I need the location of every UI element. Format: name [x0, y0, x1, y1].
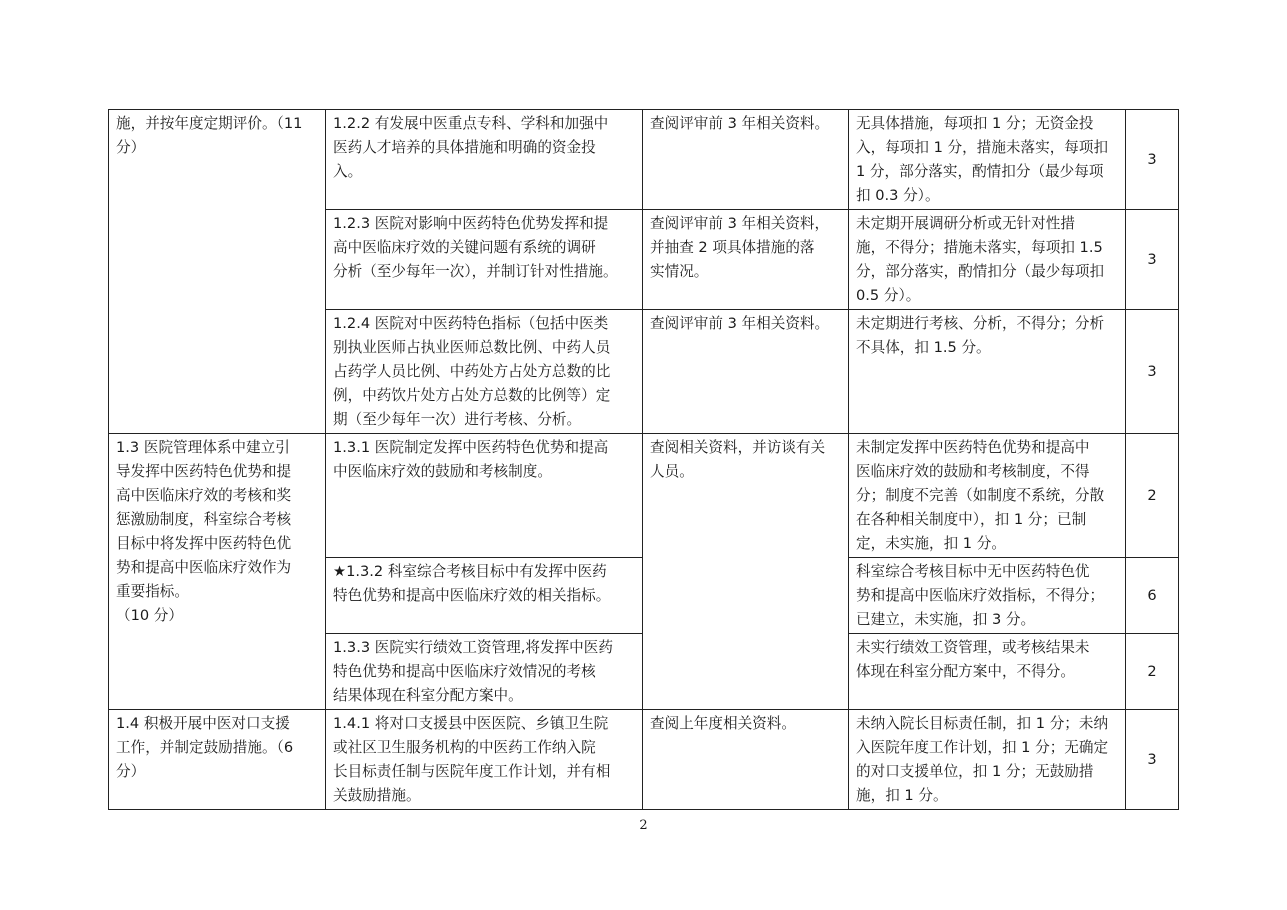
score-cell: 3 — [1126, 710, 1179, 810]
criteria-cell: 未定期进行考核、分析，不得分；分析 不具体，扣 1.5 分。 — [849, 310, 1126, 434]
criteria-cell: 未纳入院长目标责任制，扣 1 分；未纳 入医院年度工作计划，扣 1 分；无确定 的对口支援单位，扣 1 分；无鼓励措 施，扣 1 分。 — [849, 710, 1126, 810]
score-cell: 3 — [1126, 210, 1179, 310]
item-cell: 1.2.2 有发展中医重点专科、学科和加强中 医药人才培养的具体措施和明确的资金投 入。 — [326, 110, 643, 210]
criteria-cell: 科室综合考核目标中无中医药特色优 势和提高中医临床疗效指标，不得分； 已建立，未实施，扣 3 分。 — [849, 558, 1126, 634]
criteria-cell: 未定期开展调研分析或无针对性措 施，不得分；措施未落实，每项扣 1.5 分，部分落实，酌情扣分（最少每项扣 0.5 分）。 — [849, 210, 1126, 310]
item-cell: 1.3.3 医院实行绩效工资管理,将发挥中医药 特色优势和提高中医临床疗效情况的考核 结果体现在科室分配方案中。 — [326, 634, 643, 710]
method-cell: 查阅上年度相关资料。 — [643, 710, 849, 810]
table-row — [109, 110, 1179, 210]
item-cell: ★1.3.2 科室综合考核目标中有发挥中医药 特色优势和提高中医临床疗效的相关指标。 — [326, 558, 643, 634]
score-cell: 2 — [1126, 434, 1179, 558]
category-cell: 施，并按年度定期评价。（11 分） — [109, 110, 326, 434]
evaluation-table — [108, 109, 1179, 810]
category-cell: 1.3 医院管理体系中建立引 导发挥中医药特色优势和提 高中医临床疗效的考核和奖 惩激励制度，科室综合考核 目标中将发挥中医药特色优 势和提高中医临床疗效作为 重要指标。 （10 分） — [109, 434, 326, 710]
method-cell: 查阅评审前 3 年相关资料， 并抽查 2 项具体措施的落 实情况。 — [643, 210, 849, 310]
table-row — [109, 434, 1179, 558]
item-cell: 1.2.4 医院对中医药特色指标（包括中医类 别执业医师占执业医师总数比例、中药人员 占药学人员比例、中药处方占处方总数的比 例，中药饮片处方占处方总数的比例等）定 期（至少每年一次）进行考核、分析。 — [326, 310, 643, 434]
criteria-cell: 未制定发挥中医药特色优势和提高中 医临床疗效的鼓励和考核制度，不得 分；制度不完善（如制度不系统，分散 在各种相关制度中），扣 1 分；已制 定，未实施，扣 1 分。 — [849, 434, 1126, 558]
category-cell: 1.4 积极开展中医对口支援 工作，并制定鼓励措施。（6 分） — [109, 710, 326, 810]
table-row — [109, 710, 1179, 810]
page-number: 2 — [639, 818, 648, 833]
item-cell: 1.3.1 医院制定发挥中医药特色优势和提高 中医临床疗效的鼓励和考核制度。 — [326, 434, 643, 558]
criteria-cell: 无具体措施，每项扣 1 分；无资金投 入，每项扣 1 分，措施未落实，每项扣 1 分，部分落实，酌情扣分（最少每项 扣 0.3 分）。 — [849, 110, 1126, 210]
criteria-cell: 未实行绩效工资管理，或考核结果未 体现在科室分配方案中，不得分。 — [849, 634, 1126, 710]
item-cell: 1.4.1 将对口支援县中医医院、乡镇卫生院 或社区卫生服务机构的中医药工作纳入院 长目标责任制与医院年度工作计划，并有相 关鼓励措施。 — [326, 710, 643, 810]
score-cell: 3 — [1126, 110, 1179, 210]
score-cell: 2 — [1126, 634, 1179, 710]
method-cell: 查阅评审前 3 年相关资料。 — [643, 310, 849, 434]
score-cell: 6 — [1126, 558, 1179, 634]
method-cell: 查阅相关资料，并访谈有关 人员。 — [643, 434, 849, 710]
method-cell: 查阅评审前 3 年相关资料。 — [643, 110, 849, 210]
item-cell: 1.2.3 医院对影响中医药特色优势发挥和提 高中医临床疗效的关键问题有系统的调研 分析（至少每年一次），并制订针对性措施。 — [326, 210, 643, 310]
score-cell: 3 — [1126, 310, 1179, 434]
